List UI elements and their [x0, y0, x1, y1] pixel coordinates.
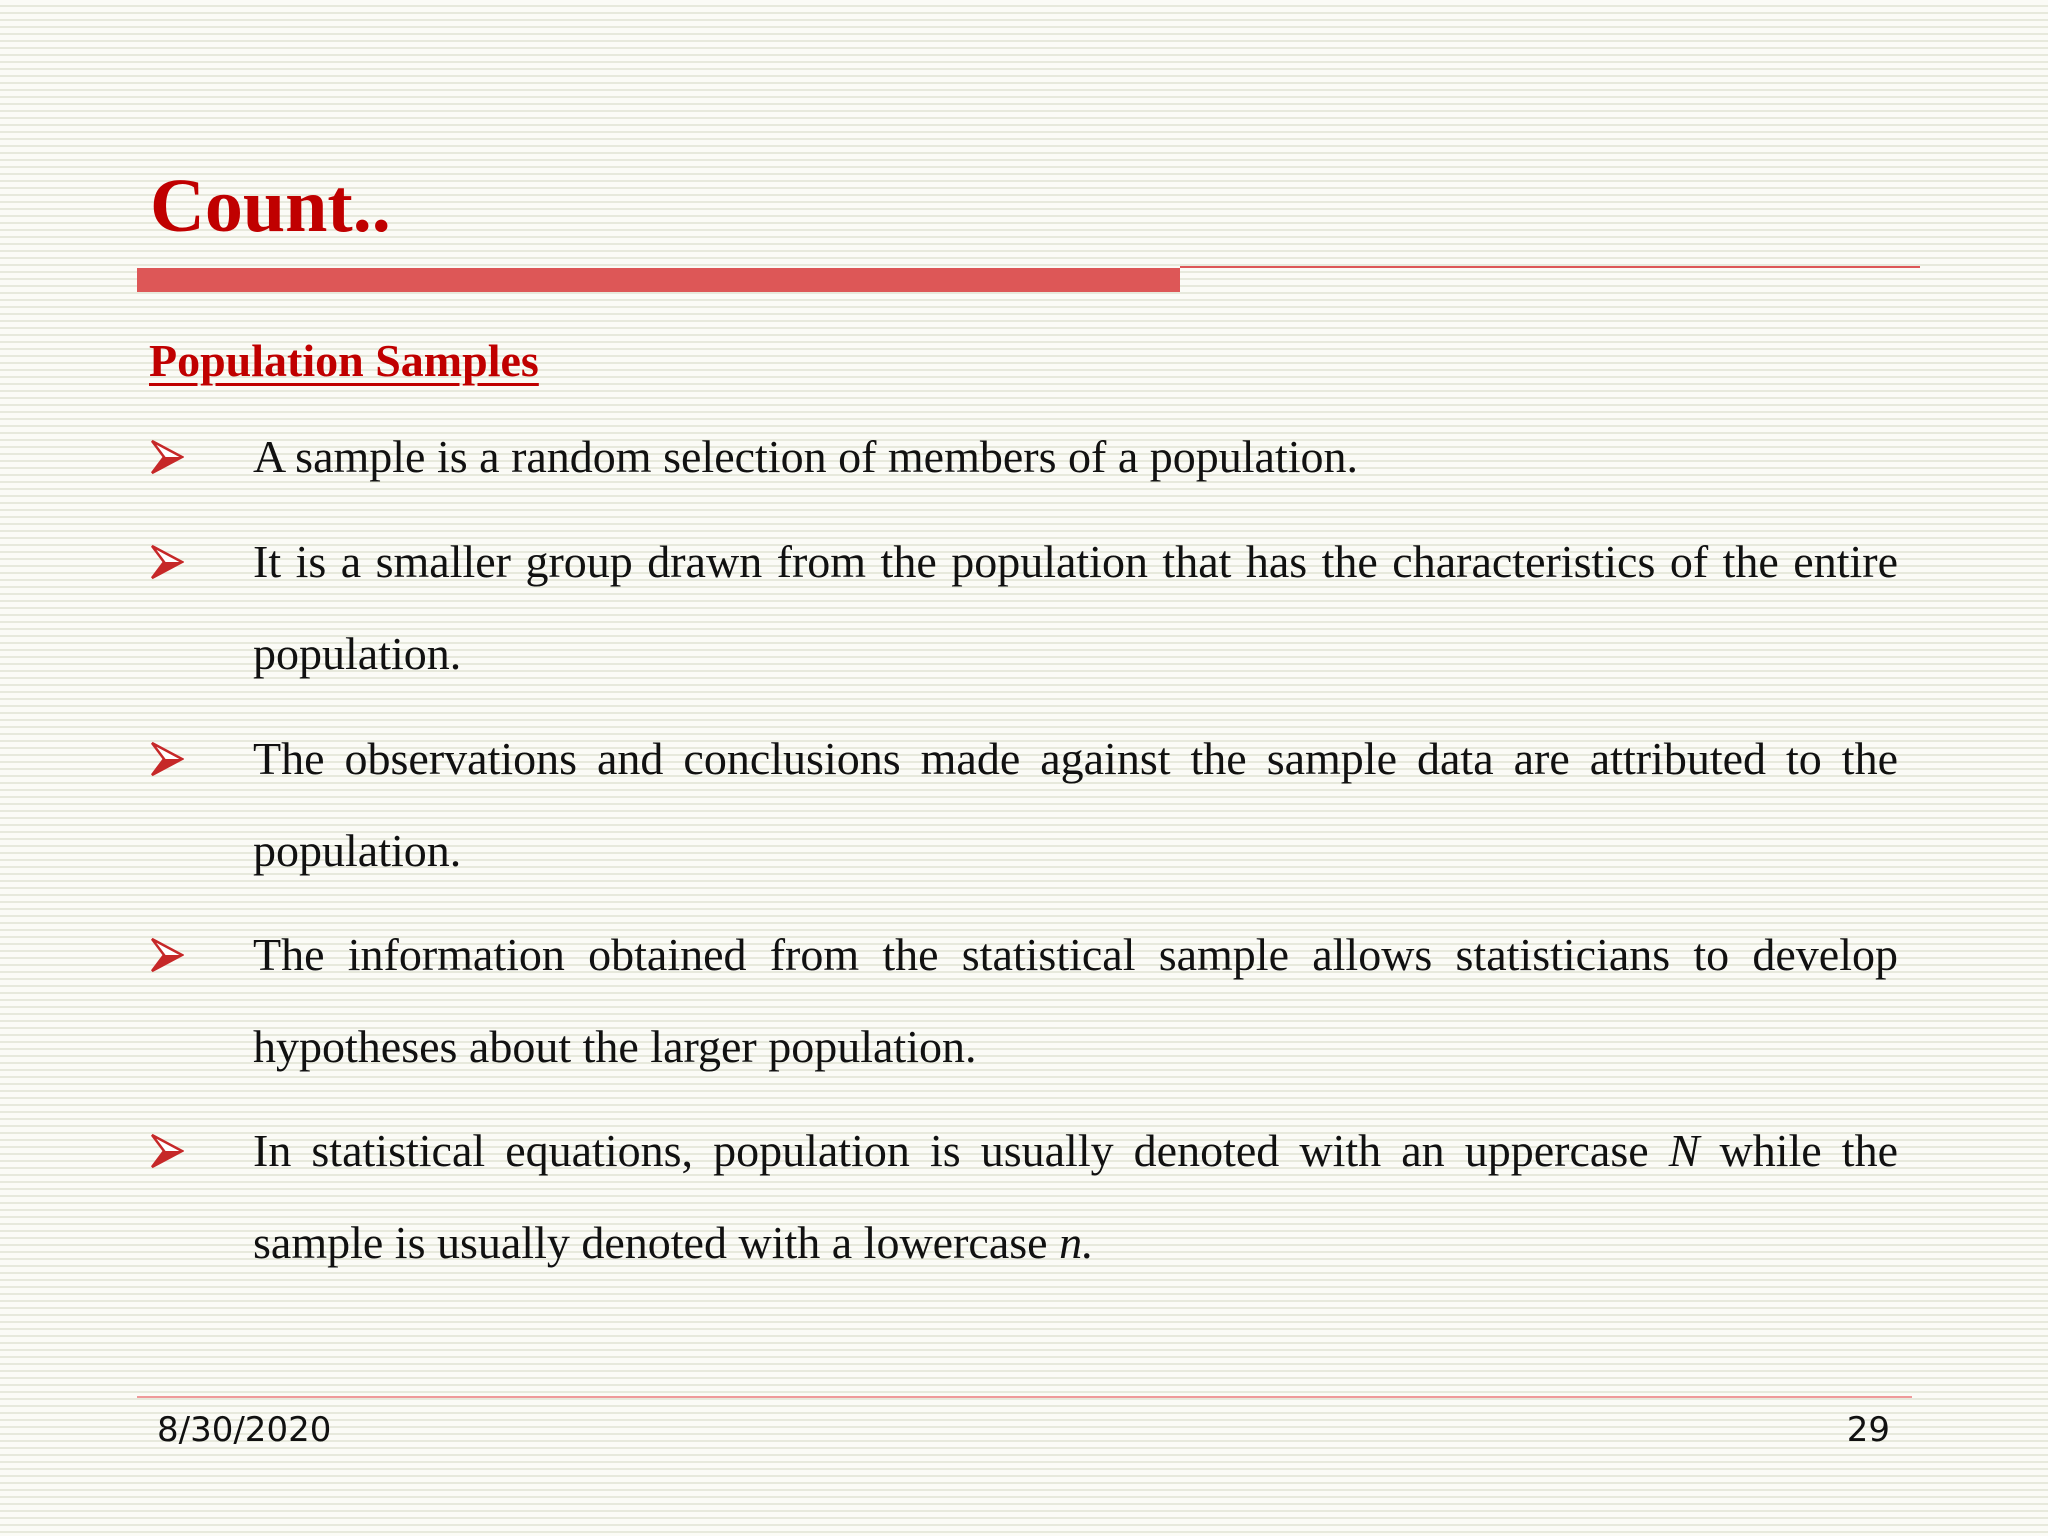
lowercase-n-symbol: n.	[1059, 1217, 1094, 1268]
footer-date: 8/30/2020	[157, 1410, 332, 1450]
arrowhead-bullet-icon	[150, 1133, 184, 1169]
uppercase-n-symbol: N	[1668, 1125, 1700, 1176]
arrowhead-bullet-icon	[150, 937, 184, 973]
bullet-text	[253, 1105, 1898, 1289]
slide-title: Count..	[150, 164, 391, 248]
bullet-text: The information obtained from the statistical sample allows statisticians to develop hypotheses about the larger population.	[253, 929, 1898, 1072]
bullet-text: A sample is a random selection of members of a population.	[253, 431, 1359, 482]
bullet-text-part: while the sample is usually denoted with a lowercase	[253, 1125, 1898, 1268]
page-number: 29	[1846, 1410, 1890, 1450]
arrowhead-bullet-icon	[150, 544, 184, 580]
title-underline-thick	[137, 268, 1180, 292]
bullet-text: The observations and conclusions made against the sample data are attributed to the population.	[253, 733, 1898, 876]
section-heading: Population Samples	[149, 335, 539, 386]
bullet-text-part: In statistical equations, population is usually denoted with an uppercase	[253, 1125, 1669, 1176]
arrowhead-bullet-icon	[150, 439, 184, 475]
title-underline-thin	[1180, 266, 1920, 268]
bullet-text: It is a smaller group drawn from the population that has the characteristics of the entire population.	[253, 536, 1898, 679]
arrowhead-bullet-icon	[150, 741, 184, 777]
footer-divider	[137, 1396, 1912, 1398]
